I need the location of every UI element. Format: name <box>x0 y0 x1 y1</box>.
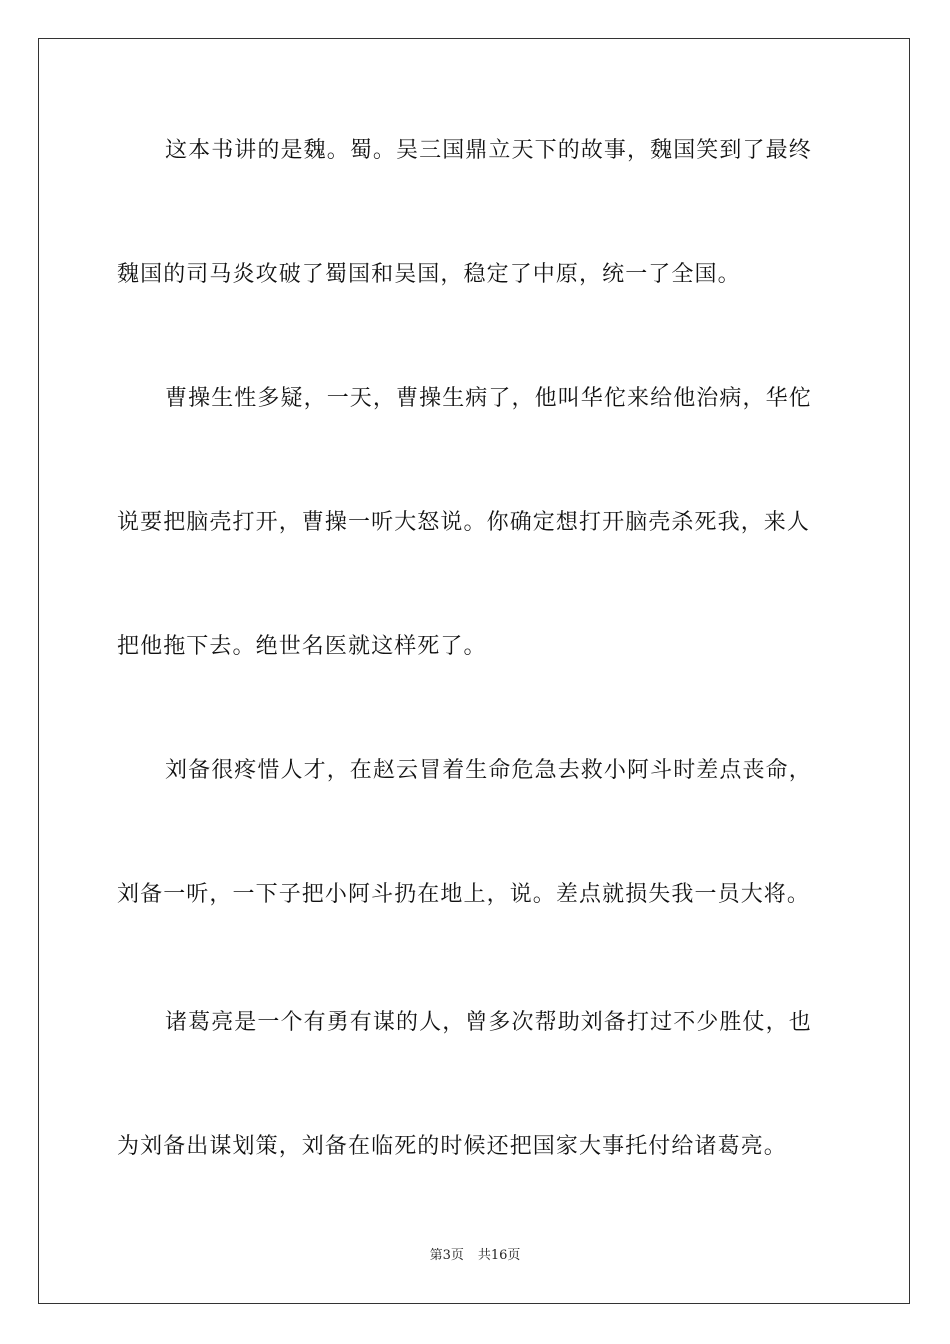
paragraph-4-line-2: 为刘备出谋划策，刘备在临死的时候还把国家大事托付给诸葛亮。 <box>117 1134 787 1159</box>
page-number: 第3页 <box>429 1248 464 1263</box>
paragraph-2-line-3: 把他拖下去。绝世名医就这样死了。 <box>117 634 487 659</box>
paragraph-3-line-2: 刘备一听，一下子把小阿斗扔在地上，说。差点就损失我一员大将。 <box>117 882 811 907</box>
paragraph-1-line-2: 魏国的司马炎攻破了蜀国和吴国，稳定了中原，统一了全国。 <box>117 262 741 287</box>
paragraph-4-line-1: 诸葛亮是一个有勇有谋的人，曾多次帮助刘备打过不少胜仗，也 <box>165 1010 812 1035</box>
page-footer <box>0 1247 950 1265</box>
total-pages: 共16页 <box>477 1248 521 1263</box>
paragraph-1-line-1: 这本书讲的是魏。蜀。吴三国鼎立天下的故事，魏国笑到了最终 <box>165 138 812 163</box>
paragraph-3-line-1: 刘备很疼惜人才，在赵云冒着生命危急去救小阿斗时差点丧命， <box>165 758 812 783</box>
paragraph-2-line-1: 曹操生性多疑，一天，曹操生病了，他叫华佗来给他治病，华佗 <box>165 386 812 411</box>
page-border <box>38 38 910 1304</box>
paragraph-2-line-2: 说要把脑壳打开，曹操一听大怒说。你确定想打开脑壳杀死我，来人 <box>117 510 811 535</box>
